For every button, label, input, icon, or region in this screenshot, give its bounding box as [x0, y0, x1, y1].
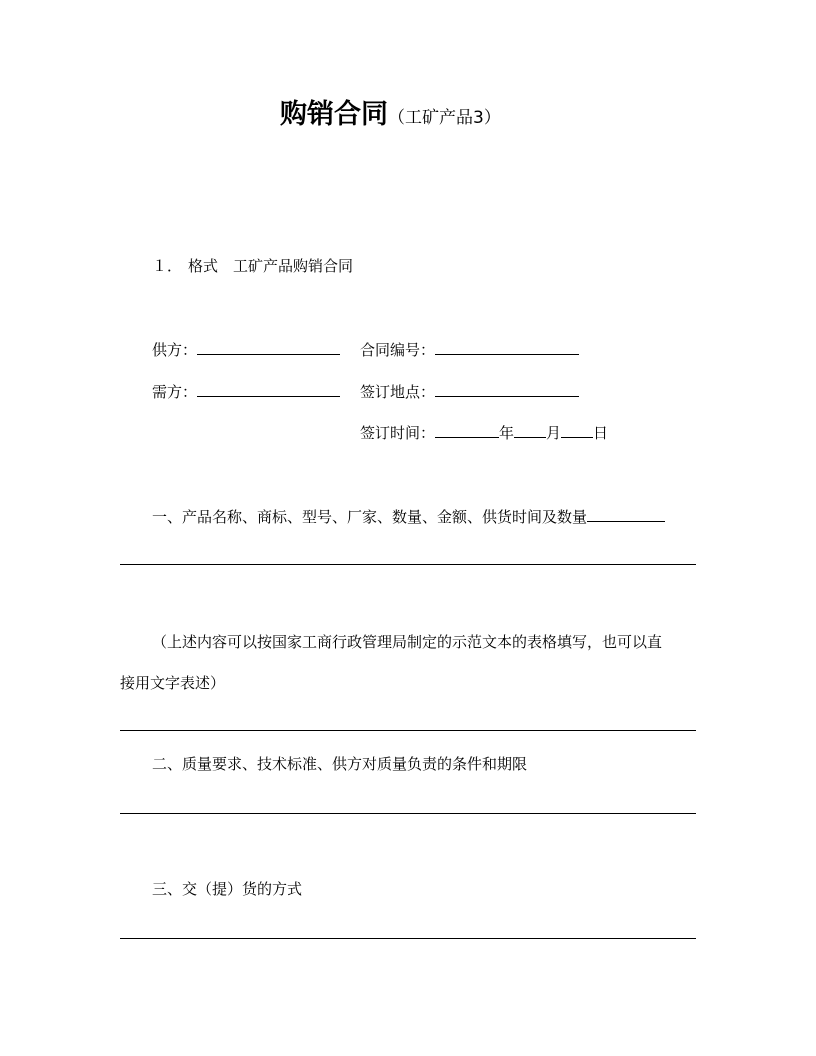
section-3-line[interactable] — [120, 938, 696, 939]
sign-place-field[interactable] — [435, 381, 579, 397]
day-label: 日 — [593, 424, 609, 442]
format-line — [152, 256, 353, 276]
section-1-field[interactable] — [587, 506, 665, 522]
buyer-field[interactable] — [197, 381, 340, 397]
section-3-heading: 三、交（提）货的方式 — [152, 880, 303, 898]
title-sub: （工矿产品3） — [388, 108, 501, 128]
document-title — [280, 98, 501, 135]
month-label: 月 — [546, 424, 562, 442]
sign-place-row — [360, 381, 579, 402]
year-label: 年 — [499, 424, 515, 442]
note-line-1: （上述内容可以按国家工商行政管理局制定的示范文本的表格填写，也可以直 — [152, 633, 663, 651]
section-1-heading-row — [152, 506, 665, 527]
format-text: 格式 工矿产品购销合同 — [188, 257, 354, 275]
supplier-field[interactable] — [197, 339, 340, 355]
section-1-line[interactable] — [120, 564, 696, 565]
section-1-heading: 一、产品名称、商标、型号、厂家、数量、金额、供货时间及数量 — [152, 508, 588, 526]
note-line-2: 接用文字表述） — [120, 674, 226, 692]
day-field[interactable] — [561, 422, 593, 438]
section-2-line[interactable] — [120, 813, 696, 814]
contract-no-row — [360, 339, 579, 360]
note-line[interactable] — [120, 730, 696, 731]
sign-time-row — [360, 422, 608, 443]
contract-no-field[interactable] — [435, 339, 579, 355]
sign-place-label: 签订地点： — [360, 383, 436, 401]
format-number: １． — [152, 257, 183, 275]
buyer-row — [152, 381, 340, 402]
supplier-row — [152, 339, 340, 360]
buyer-label: 需方： — [152, 383, 198, 401]
sign-time-label: 签订时间： — [360, 424, 436, 442]
year-field[interactable] — [435, 422, 499, 438]
section-2-heading: 二、质量要求、技术标准、供方对质量负责的条件和期限 — [152, 755, 528, 773]
supplier-label: 供方： — [152, 341, 198, 359]
title-main: 购销合同 — [280, 99, 388, 130]
contract-no-label: 合同编号： — [360, 341, 436, 359]
month-field[interactable] — [514, 422, 546, 438]
